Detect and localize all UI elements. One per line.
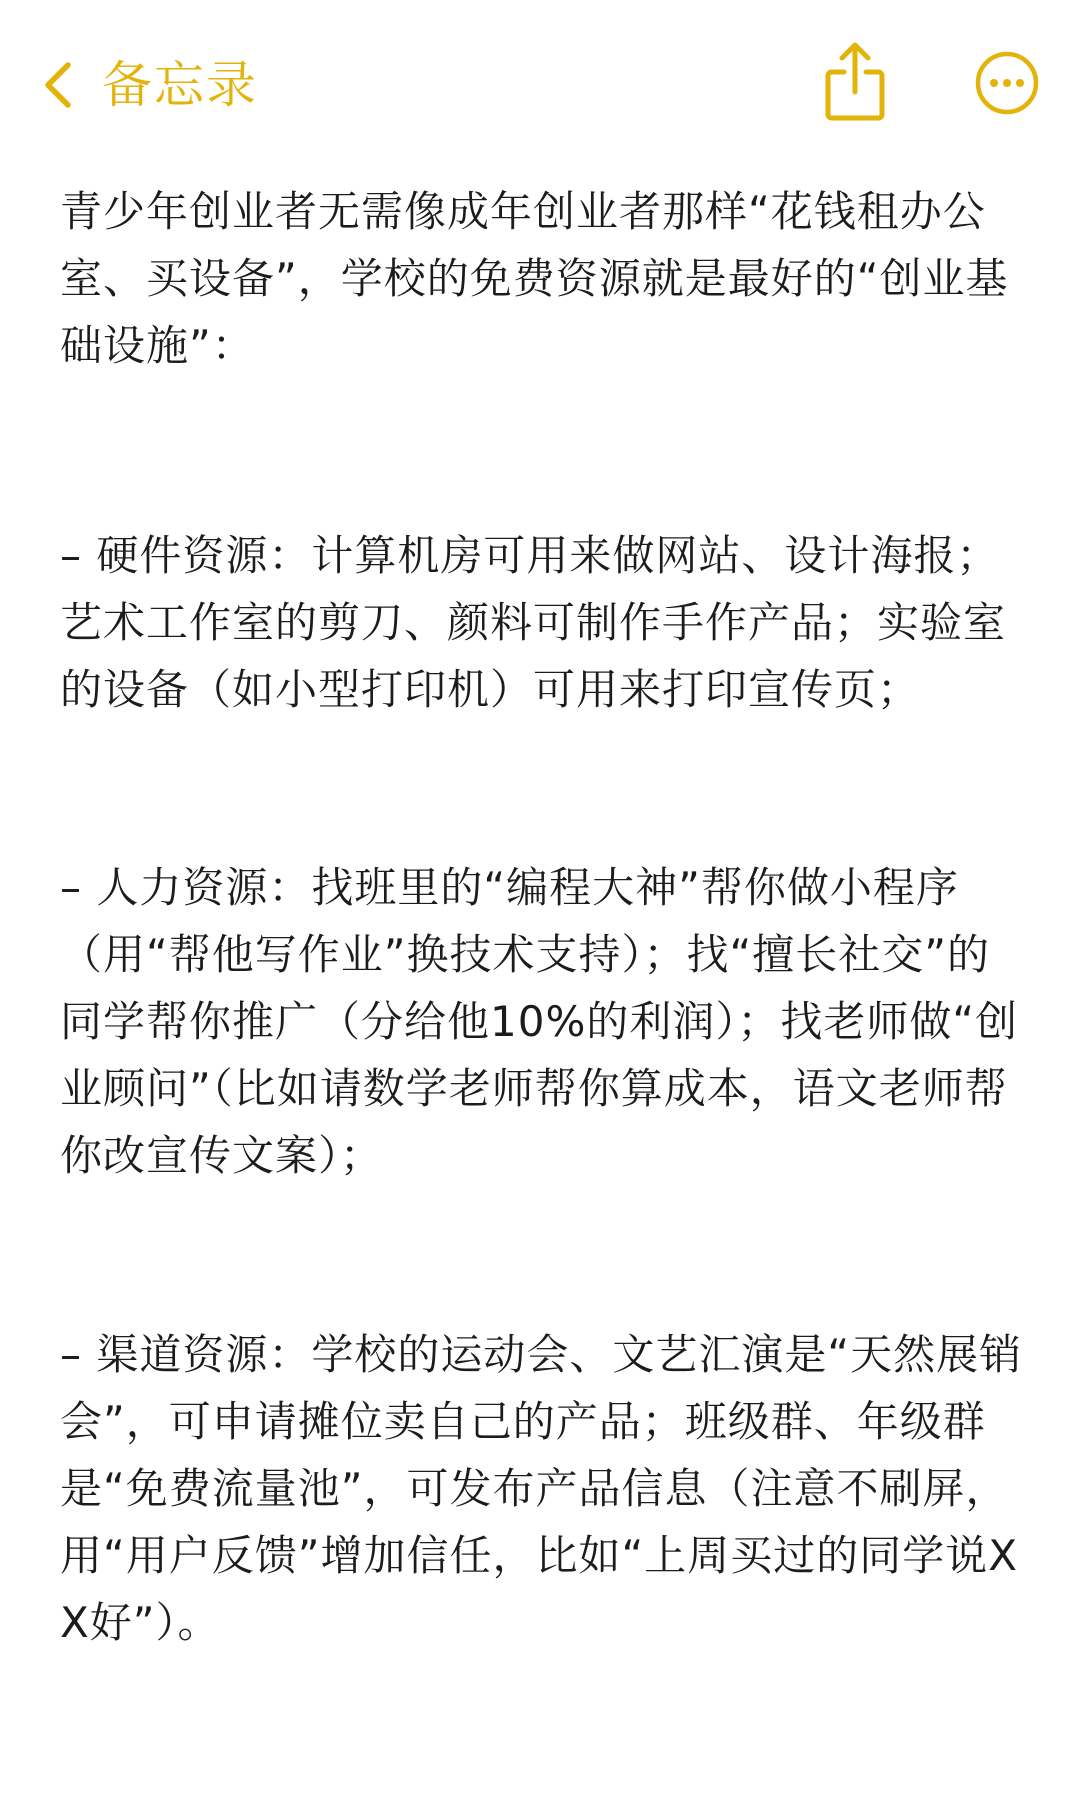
note-paragraph-intro: 青少年创业者无需像成年创业者那样“花钱租办公室、买设备”，学校的免费资源就是最好的“创业基础设施”： bbox=[60, 187, 1009, 370]
blank-line bbox=[60, 379, 1030, 522]
share-button[interactable] bbox=[820, 38, 890, 124]
more-options-button[interactable] bbox=[974, 50, 1040, 116]
back-button[interactable] bbox=[38, 50, 258, 120]
blank-line bbox=[60, 723, 1030, 854]
back-label: 备忘录 bbox=[102, 56, 258, 114]
share-icon bbox=[820, 38, 890, 124]
note-paragraph-people: – 人力资源：找班里的“编程大神”帮你做小程序（用“帮他写作业”换技术支持）；找“擅长社交”的同学帮你推广（分给他10%的利润）；找老师做“创业顾问”（比如请数学老师帮你算成本，语文老师帮你改宣传文案）； bbox=[60, 863, 1019, 1180]
note-paragraph-hardware: – 硬件资源：计算机房可用来做网站、设计海报；艺术工作室的剪刀、颜料可制作手作产品；实验室的设备（如小型打印机）可用来打印宣传页； bbox=[60, 531, 1007, 714]
chevron-left-icon bbox=[38, 57, 80, 113]
navigation-bar bbox=[0, 0, 1080, 160]
ellipsis-circle-icon bbox=[974, 50, 1040, 116]
note-paragraph-channels: – 渠道资源：学校的运动会、文艺汇演是“天然展销会”，可申请摊位卖自己的产品；班级群、年级群是“免费流量池”，可发布产品信息（注意不刷屏，用“用户反馈”增加信任，比如“上周买过的同学说XX好”）。 bbox=[60, 1330, 1023, 1647]
note-body[interactable] bbox=[60, 178, 1030, 1656]
blank-line bbox=[60, 1189, 1030, 1321]
